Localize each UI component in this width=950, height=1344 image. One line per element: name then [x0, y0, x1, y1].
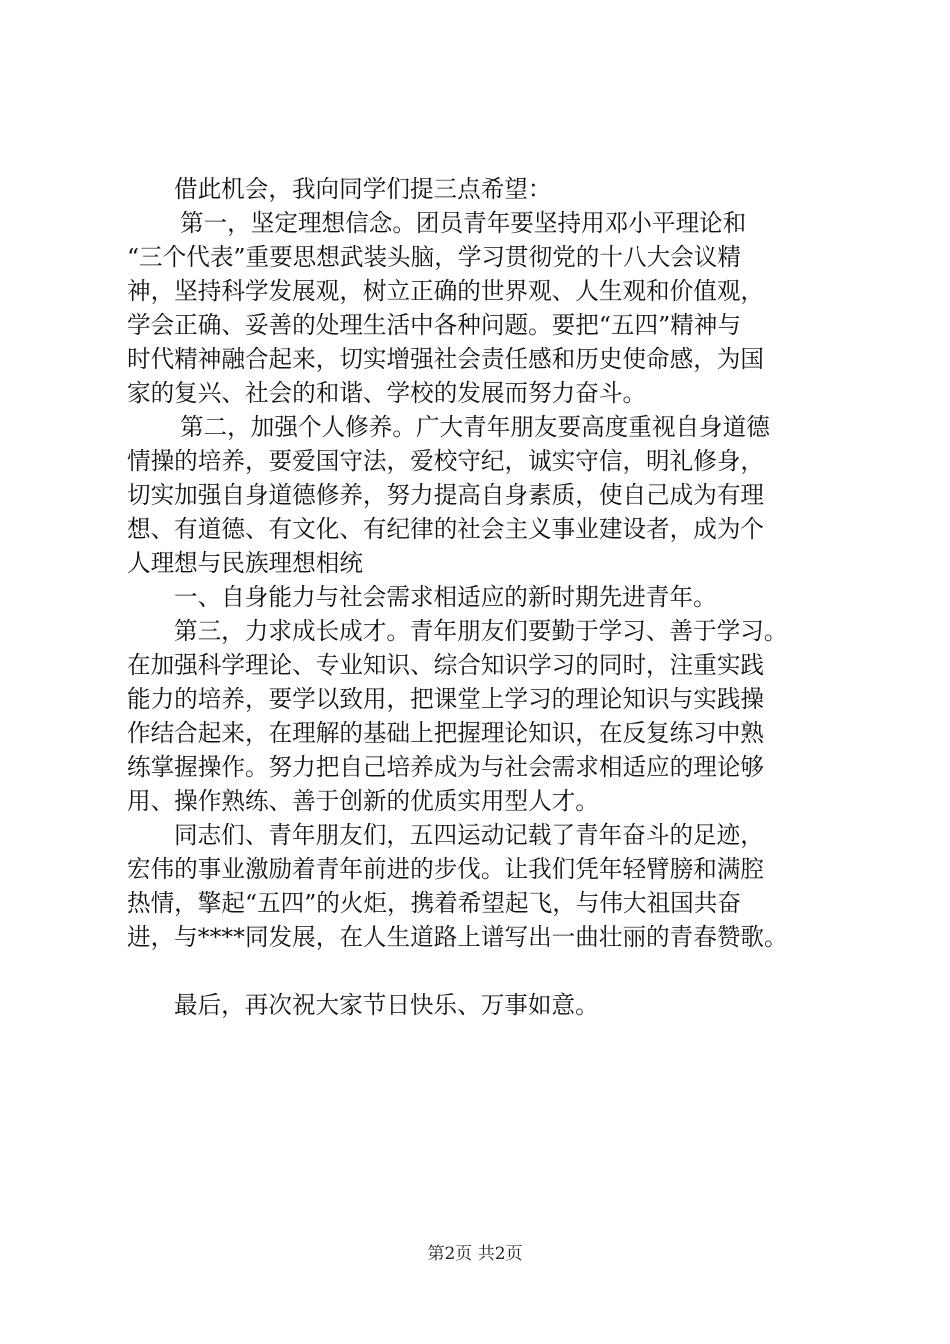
paragraph-line: 第三，力求成长成才。青年朋友们要勤于学习、善于学习。 [174, 617, 788, 645]
paragraph-line: 家的复兴、社会的和谐、学校的发展而努力奋斗。 [127, 379, 647, 407]
paragraph-line: 人理想与民族理想相统 [127, 549, 363, 577]
paragraph-line: “三个代表”重要思想武装头脑，学习贯彻党的十八大会议精 [127, 243, 741, 271]
paragraph-line: 第一，坚定理想信念。团员青年要坚持用邓小平理论和 [180, 209, 747, 237]
paragraph-line: 用、操作熟练、善于创新的优质实用型人才。 [127, 787, 599, 815]
paragraph-line: 时代精神融合起来，切实增强社会责任感和历史使命感，为国 [127, 345, 765, 373]
page-number-footer: 第2页 共2页 [427, 1244, 523, 1264]
paragraph-line: 情操的培养，要爱国守法，爱校守纪，诚实守信，明礼修身， [127, 447, 765, 475]
closing-line: 最后，再次祝大家节日快乐、万事如意。 [174, 991, 599, 1019]
paragraph-line: 借此机会，我向同学们提三点希望： [174, 175, 552, 203]
paragraph-line: 想、有道德、有文化、有纪律的社会主义事业建设者，成为个 [127, 515, 765, 543]
paragraph-line: 神，坚持科学发展观，树立正确的世界观、人生观和价值观， [127, 277, 765, 305]
paragraph-line: 能力的培养，要学以致用，把课堂上学习的理论知识与实践操 [127, 685, 765, 713]
paragraph-line: 宏伟的事业激励着青年前进的步伐。让我们凭年轻臂膀和满腔 [127, 855, 765, 883]
paragraph-line: 热情，擎起“五四”的火炬，携着希望起飞，与伟大祖国共奋 [127, 889, 741, 917]
paragraph-line: 同志们、青年朋友们，五四运动记载了青年奋斗的足迹， [174, 821, 764, 849]
paragraph-line: 作结合起来，在理解的基础上把握理论知识，在反复练习中熟 [127, 719, 765, 747]
paragraph-line: 在加强科学理论、专业知识、综合知识学习的同时，注重实践 [127, 651, 765, 679]
paragraph-line: 第二，加强个人修养。广大青年朋友要高度重视自身道德 [180, 413, 770, 441]
paragraph-line: 切实加强自身道德修养，努力提高自身素质，使自己成为有理 [127, 481, 765, 509]
paragraph-line: 练掌握操作。努力把自己培养成为与社会需求相适应的理论够 [127, 753, 765, 781]
paragraph-line: 学会正确、妥善的处理生活中各种问题。要把“五四”精神与 [127, 311, 741, 339]
paragraph-line: 一、自身能力与社会需求相适应的新时期先进青年。 [174, 583, 717, 611]
document-body [127, 172, 847, 1022]
blank-line [127, 954, 847, 988]
paragraph-line: 进，与****同发展，在人生道路上谱写出一曲壮丽的青春赞歌。 [127, 923, 788, 951]
